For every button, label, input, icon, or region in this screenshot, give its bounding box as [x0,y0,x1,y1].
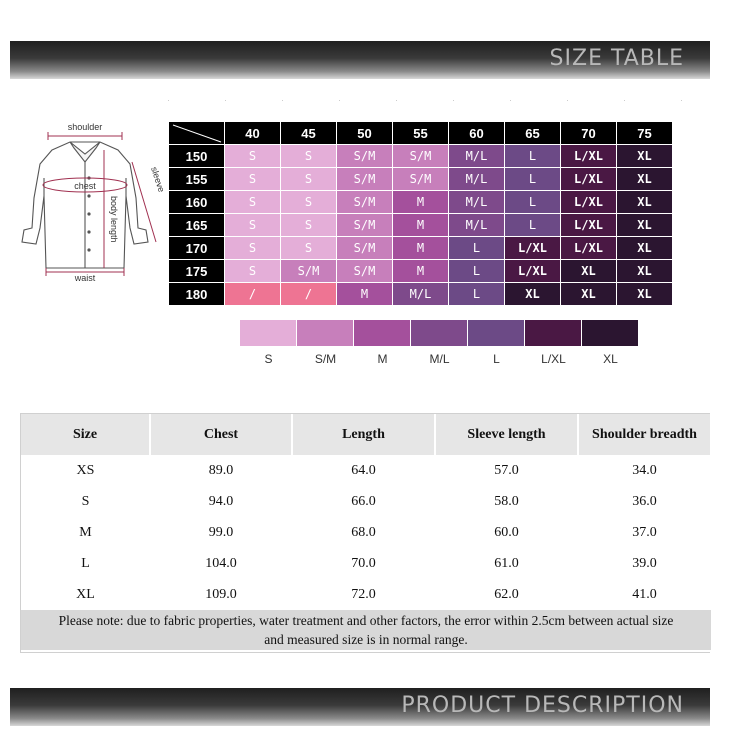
matrix-cell: / [225,283,281,306]
matrix-row-header: 150 [169,145,225,168]
matrix-cell: M [393,260,449,283]
matrix-cell: L [449,260,505,283]
measurement-column-header: Length [292,414,435,455]
matrix-cell: L/XL [505,260,561,283]
matrix-cell: L [505,191,561,214]
matrix-body [169,145,673,306]
measurement-cell: 109.0 [205,586,237,602]
measurement-column-header: Sleeve length [435,414,578,455]
matrix-row [169,283,673,306]
product-description-title: PRODUCT DESCRIPTION [401,693,684,718]
matrix-cell: M/L [449,145,505,168]
legend-labels [240,350,639,366]
body-length-label: body length [109,196,119,243]
matrix-column-header: 55 [393,122,449,145]
measurement-cell: 37.0 [632,524,657,540]
matrix-cell: L [449,283,505,306]
legend-swatch [582,320,638,346]
matrix-cell: L [505,145,561,168]
matrix-column-header: 65 [505,122,561,145]
matrix-cell: M/L [393,283,449,306]
measurement-cell: 34.0 [632,462,657,478]
matrix-cell: S/M [281,260,337,283]
note-row [21,610,711,650]
measurement-column-header: Chest [150,414,292,455]
measurement-cell: 66.0 [351,493,376,509]
legend-swatch [525,320,581,346]
size-table-banner [10,41,710,79]
measurement-cell: 57.0 [494,462,519,478]
measurement-header-row [21,414,711,455]
legend-swatch [297,320,353,346]
matrix-row-header: 170 [169,237,225,260]
matrix-row [169,168,673,191]
matrix-cell: L/XL [561,237,617,260]
measurement-cell: 58.0 [494,493,519,509]
matrix-column-header: 50 [337,122,393,145]
matrix-cell: L [505,168,561,191]
measurement-cell: XL [76,586,95,602]
legend-label: L [493,352,500,366]
matrix-cell: S/M [337,168,393,191]
matrix-cell: L [449,237,505,260]
matrix-column-header: 45 [281,122,337,145]
matrix-cell: M/L [449,191,505,214]
matrix-cell: XL [617,283,673,306]
matrix-cell: M [337,283,393,306]
legend-swatch [468,320,524,346]
matrix-cell: L/XL [561,214,617,237]
measurement-cell: S [81,493,90,509]
measurement-row [21,579,711,610]
measurement-cell: 41.0 [632,586,657,602]
size-matrix [168,121,673,306]
matrix-row-header: 160 [169,191,225,214]
matrix-cell: M [393,214,449,237]
measurement-cell: 72.0 [351,586,376,602]
matrix-cell: S [225,214,281,237]
legend-label: L/XL [541,352,566,366]
legend-label: M [377,352,388,366]
matrix-cell: M/L [449,168,505,191]
measurement-cell: 64.0 [351,462,376,478]
matrix-cell: S/M [337,237,393,260]
matrix-column-header: 60 [449,122,505,145]
matrix-row [169,214,673,237]
matrix-column-header: 70 [561,122,617,145]
measurement-row [21,455,711,486]
matrix-column-header: 40 [225,122,281,145]
matrix-cell: M [393,237,449,260]
matrix-cell: XL [617,191,673,214]
matrix-cell: XL [617,145,673,168]
shirt-outline [22,142,148,268]
matrix-cell: S [225,237,281,260]
legend-swatch [240,320,296,346]
measurement-cell: 61.0 [494,555,519,571]
measurement-cell: 68.0 [351,524,376,540]
matrix-cell: L/XL [561,191,617,214]
measurement-table [21,414,712,650]
matrix-cell: S/M [393,145,449,168]
matrix-cell: L/XL [561,145,617,168]
matrix-cell: XL [561,283,617,306]
measurement-body [21,455,711,610]
matrix-cell: S/M [393,168,449,191]
matrix-row-header: 155 [169,168,225,191]
matrix-cell: M [393,191,449,214]
matrix-cell: S [225,191,281,214]
measurement-column-header: Size [21,414,150,455]
measurement-cell: XS [76,462,95,478]
measurement-cell: 70.0 [351,555,376,571]
measurement-cell: L [81,555,90,571]
matrix-cell: S [281,237,337,260]
product-description-banner [10,688,710,726]
chest-label: chest [74,181,96,191]
measurement-cell: 94.0 [208,493,234,509]
sleeve-label: sleeve [149,165,167,194]
measurement-column-header: Shoulder breadth [578,414,711,455]
matrix-row-header: 175 [169,260,225,283]
legend-label: S [264,352,273,366]
matrix-cell: S [225,145,281,168]
matrix-cell: S [225,168,281,191]
size-legend [240,320,639,366]
matrix-row [169,237,673,260]
matrix-cell: S/M [337,145,393,168]
matrix-cell: M/L [449,214,505,237]
matrix-cell: S/M [337,191,393,214]
matrix-row [169,145,673,168]
matrix-cell: XL [617,260,673,283]
matrix-cell: XL [561,260,617,283]
legend-label: XL [603,352,618,366]
legend-swatch [354,320,410,346]
matrix-cell: S/M [337,214,393,237]
measurement-row [21,486,711,517]
legend-swatch [411,320,467,346]
legend-label: S/M [314,352,337,366]
matrix-cell: S [281,214,337,237]
matrix-cell: / [281,283,337,306]
measurement-cell: 39.0 [632,555,657,571]
waist-label: waist [74,273,96,283]
matrix-cell: L/XL [505,237,561,260]
size-note-line-1: Please note: due to fabric properties, water treatment and other factors, the error within 2.5cm between actual size [58,613,674,628]
matrix-cell: S [225,260,281,283]
legend-label: M/L [429,352,450,366]
matrix-cell: XL [617,168,673,191]
matrix-row-header: 165 [169,214,225,237]
measurement-cell: 36.0 [632,493,657,509]
matrix-row [169,191,673,214]
legend-swatches [240,320,639,346]
matrix-cell: XL [505,283,561,306]
measurement-cell: M [79,524,92,540]
measurement-cell: 99.0 [208,524,234,540]
matrix-column-header: 75 [617,122,673,145]
measurement-cell: 60.0 [494,524,519,540]
matrix-cell: XL [617,237,673,260]
dotted-guide [168,100,688,102]
matrix-cell: S [281,145,337,168]
measurement-cell: 62.0 [494,586,519,602]
matrix-cell: XL [617,214,673,237]
matrix-cell: S [281,191,337,214]
size-note-line-2: and measured size is in normal range. [264,632,468,647]
matrix-corner [169,122,225,145]
shoulder-label: shoulder [67,122,103,132]
shoulder-marker [48,132,122,140]
measurement-cell: 89.0 [208,462,234,478]
measurement-row [21,517,711,548]
measurement-cell: 104.0 [205,555,237,571]
matrix-header-row [169,122,673,145]
measurement-row [21,548,711,579]
matrix-row-header: 180 [169,283,225,306]
matrix-cell: L/XL [561,168,617,191]
shirt-diagram [12,118,167,283]
matrix-cell: S/M [337,260,393,283]
matrix-cell: S [281,168,337,191]
matrix-row [169,260,673,283]
matrix-cell: L [505,214,561,237]
size-note [21,610,711,650]
size-table-title: SIZE TABLE [549,46,684,71]
